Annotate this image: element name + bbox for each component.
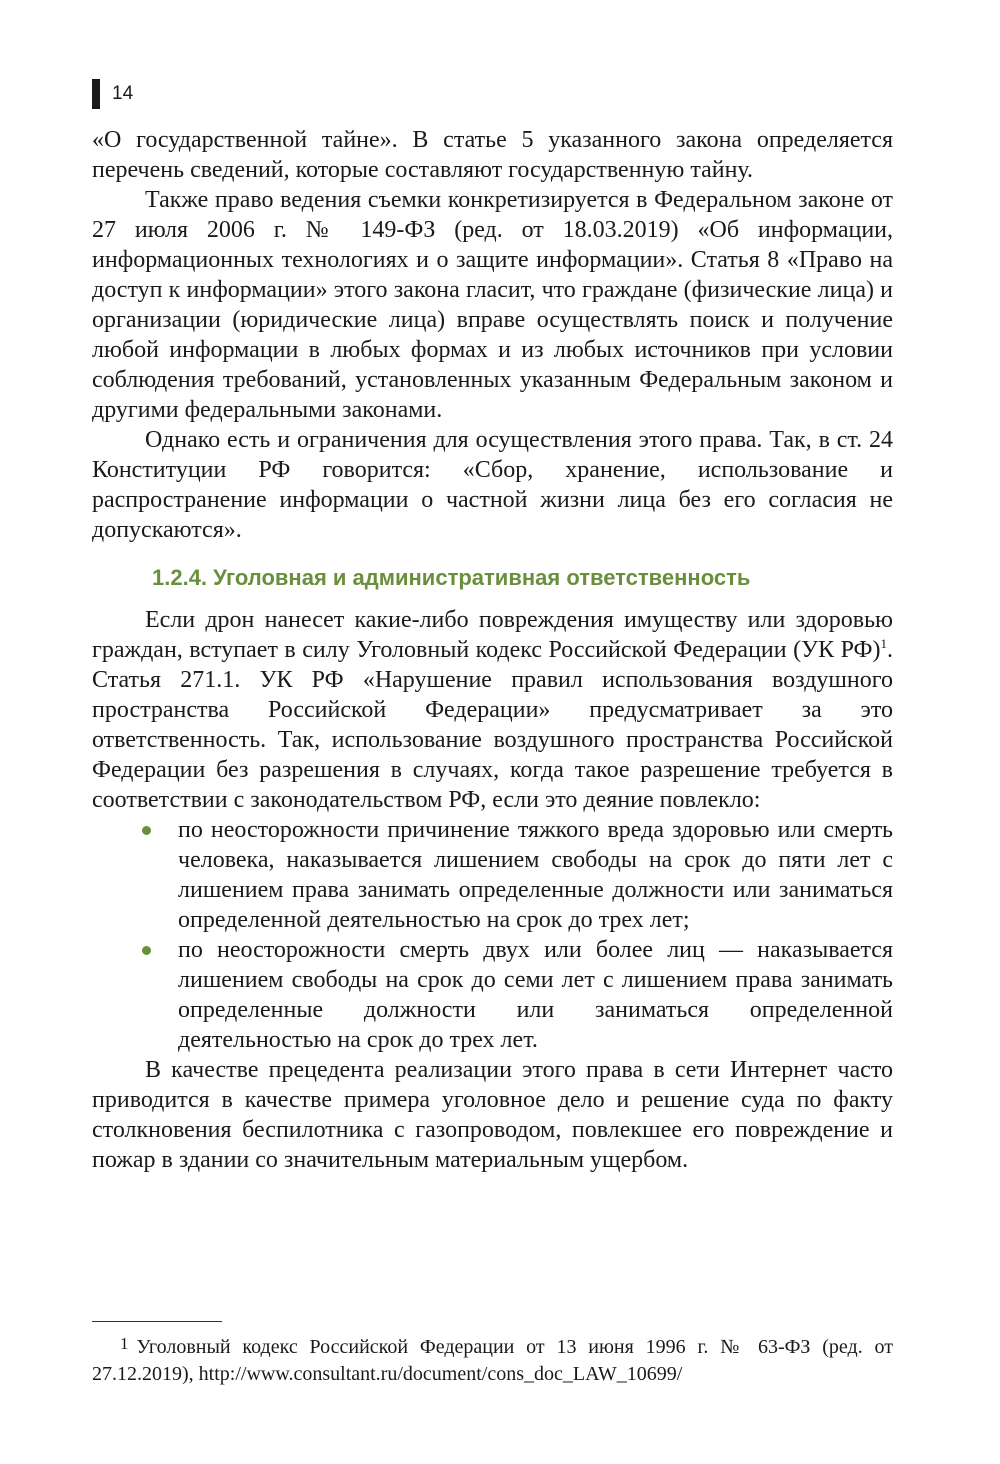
bullet-icon: [142, 826, 151, 835]
footnote: [92, 1330, 893, 1388]
paragraph-2: Также право ведения съемки конкретизируется в Федеральном законе от 27 июля 2006 г. № 149-ФЗ (ред. от 18.03.2019) «Об информации, информационных технологиях и о защите информации». Статья 8 «Право на доступ к информации» этого закона гласит, что граждане (физические лица) и организации (юридические лица) вправе осуществлять поиск и получение любой информации в любых формах и из любых источников при условии соблюдения требований, установленных указанным Федеральным законом и другими федеральными законами.: [92, 187, 893, 423]
header-bar: [92, 79, 100, 109]
paragraph-4-text-a: Если дрон нанесет какие-либо повреждения имуществу или здоровью граждан, вступает в силу Уголовный кодекс Российской Федерации (УК РФ): [92, 607, 893, 663]
paragraph-1: «О государственной тайне». В статье 5 указанного закона определяется перечень сведений, которые составляют государственную тайну.: [92, 127, 893, 183]
list-item-text: по неосторожности смерть двух или более лиц — наказывается лишением свободы на срок до семи лет с лишением права занимать определенные должности или заниматься определенной деятельностью на срок до трех лет.: [178, 937, 893, 1053]
list-item: [178, 935, 893, 1055]
paragraph-5: В качестве прецедента реализации этого права в сети Интернет часто приводится в качестве примера уголовное дело и решение суда по факту столкновения беспилотника с газопроводом, повлекшее его повреждение и пожар в здании со значительным материальным ущербом.: [92, 1057, 893, 1173]
footnote-text: Уголовный кодекс Российской Федерации от 13 июня 1996 г. № 63-ФЗ (ред. от 27.12.2019), http://www.consultant.ru/document/cons_doc_LAW_10699/: [92, 1336, 893, 1385]
footnote-divider: [92, 1321, 222, 1322]
page-number: 14: [112, 83, 134, 104]
list-item: [178, 815, 893, 935]
bullet-list: [92, 815, 893, 1055]
footnote-mark: 1: [120, 1334, 129, 1353]
page-body: [92, 125, 893, 1175]
page-header: [92, 78, 133, 110]
bullet-icon: [142, 946, 151, 955]
paragraph-4-text-b: . Статья 271.1. УК РФ «Нарушение правил использования воздушного пространства Российской Федерации» предусматривает за это ответственность. Так, использование воздушного пространства Российской Федерации без разрешения в случаях, когда такое разрешение требуется в соответствии с законодательством РФ, если это деяние повлекло:: [92, 637, 893, 813]
list-item-text: по неосторожности причинение тяжкого вреда здоровью или смерть человека, наказывается лишением свободы на срок до пяти лет с лишением права занимать определенные должности или заниматься определенной деятельностью на срок до трех лет;: [178, 817, 893, 933]
paragraph-3: Однако есть и ограничения для осуществления этого права. Так, в ст. 24 Конституции РФ говорится: «Сбор, хранение, использование и распространение информации о частной жизни лица без его согласия не допускаются».: [92, 427, 893, 543]
paragraph-4: [92, 605, 893, 815]
section-heading: 1.2.4. Уголовная и административная ответственность: [152, 565, 751, 590]
footnote-ref[interactable]: 1: [880, 636, 887, 651]
